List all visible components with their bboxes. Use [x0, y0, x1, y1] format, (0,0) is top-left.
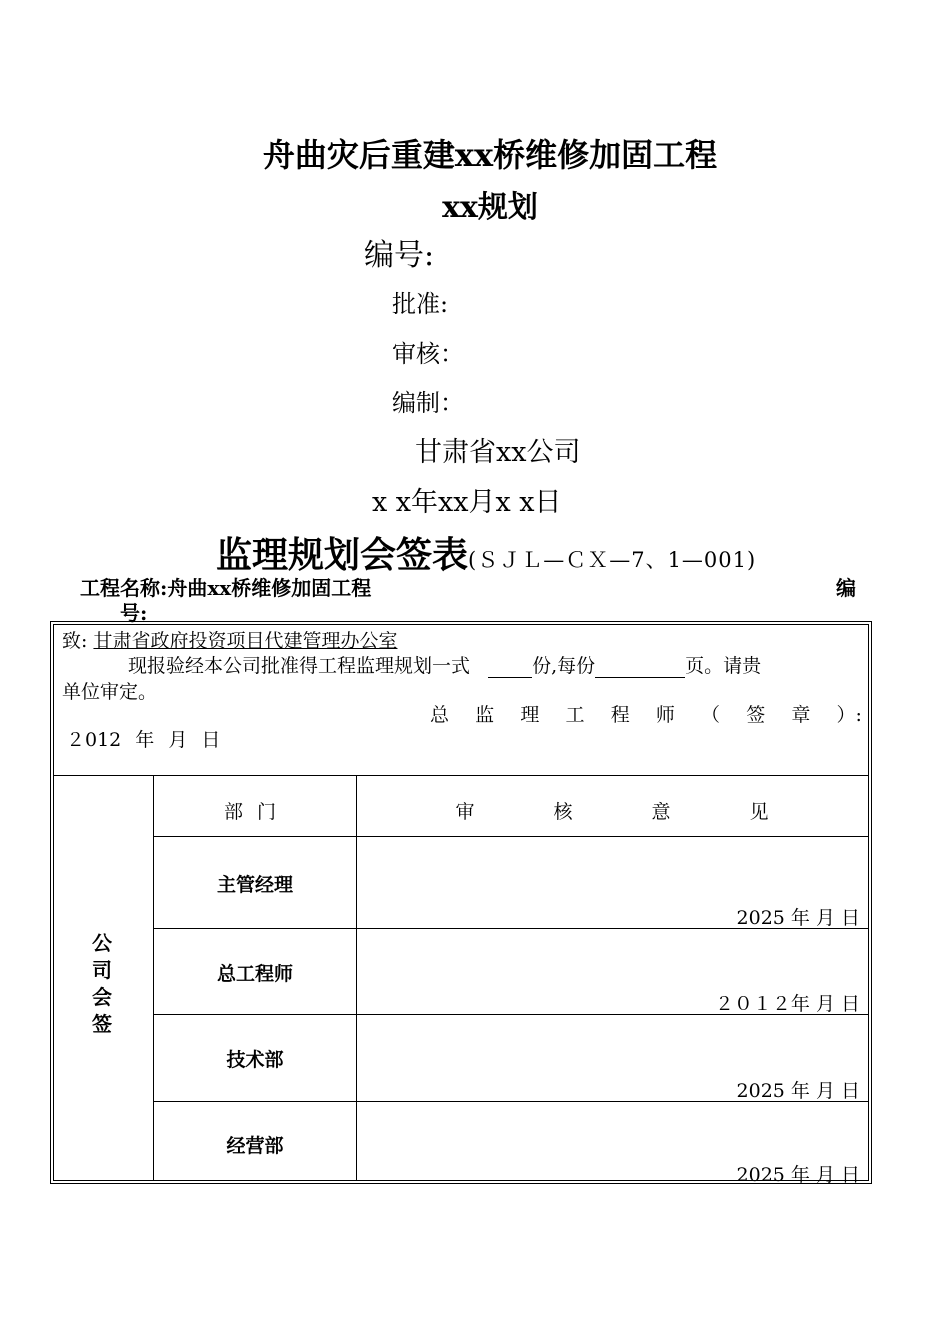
form-title-text: 监理规划会签表 — [216, 534, 469, 576]
dept-row-chief-engineer: 总工程师 — [216, 963, 293, 985]
form-number-label-a: 编 — [836, 576, 856, 600]
row-date: ２０１２年 月 日 — [714, 993, 860, 1015]
form-title — [216, 527, 756, 578]
chief-char: 师 — [655, 704, 675, 726]
row-date: 2025 年 月 日 — [736, 1164, 860, 1186]
chief-char: （ — [701, 704, 721, 726]
table-divider — [53, 775, 869, 776]
report-line2: 单位审定。 — [62, 681, 158, 703]
report-text-b: 份,每份 — [532, 655, 596, 677]
to-organization: 甘肃省政府投资项目代建管理办公室 — [93, 630, 398, 652]
cover-number-label: 编号: — [364, 238, 435, 273]
dept-row-technical: 技术部 — [226, 1049, 284, 1071]
row-date: 2025 年 月 日 — [736, 1080, 860, 1102]
sign-date: ２012 年 月 日 — [66, 729, 221, 751]
review-label: 审核： — [392, 340, 464, 368]
chief-char: 签 — [746, 704, 766, 726]
table-divider — [153, 836, 869, 837]
chief-char: 监 — [475, 704, 495, 726]
cover-title-line1: 舟曲灾后重建xx桥维修加固工程 — [262, 136, 718, 174]
report-line1 — [128, 651, 761, 678]
opinion-char: 审 — [455, 801, 475, 823]
company-countersign-label: 公司会签 — [92, 931, 112, 1036]
row-date: 2025 年 月 日 — [736, 907, 860, 929]
report-text-a: 现报验经本公司批准得工程监理规划一式 — [128, 655, 471, 677]
to-line — [62, 626, 397, 653]
chief-char: 理 — [520, 704, 540, 726]
table-divider — [356, 775, 357, 1181]
chief-engineer-signature — [430, 700, 862, 727]
chief-char: 章 — [791, 704, 811, 726]
dept-row-operations: 经营部 — [226, 1135, 284, 1157]
form-code: (ＳＪＬ—ＣＸ—7、1—001) — [468, 548, 757, 572]
chief-char: 程 — [610, 704, 630, 726]
company-name: 甘肃省xx公司 — [415, 437, 581, 468]
column-header-opinion — [356, 797, 868, 824]
compile-label: 编制： — [392, 389, 464, 417]
pages-blank[interactable] — [595, 655, 685, 678]
cover-title-line2: xx规划 — [442, 190, 538, 225]
to-prefix: 致: — [62, 630, 88, 652]
copies-blank[interactable] — [488, 655, 532, 678]
opinion-char: 意 — [651, 801, 671, 823]
approve-label: 批准: — [392, 290, 449, 318]
cover-date: x x年xx月x x日 — [372, 487, 562, 518]
form-number-label-b: 号: — [120, 601, 148, 625]
report-text-c: 页。请贵 — [685, 655, 762, 677]
chief-char: 总 — [430, 704, 450, 726]
opinion-char: 见 — [749, 801, 769, 823]
dept-row-manager: 主管经理 — [216, 874, 293, 896]
chief-char: 工 — [565, 704, 585, 726]
column-header-department: 部门 — [224, 801, 291, 823]
opinion-char: 核 — [553, 801, 573, 823]
chief-char: ）: — [836, 704, 862, 726]
project-name-label: 工程名称:舟曲xx桥维修加固工程 — [80, 576, 372, 600]
